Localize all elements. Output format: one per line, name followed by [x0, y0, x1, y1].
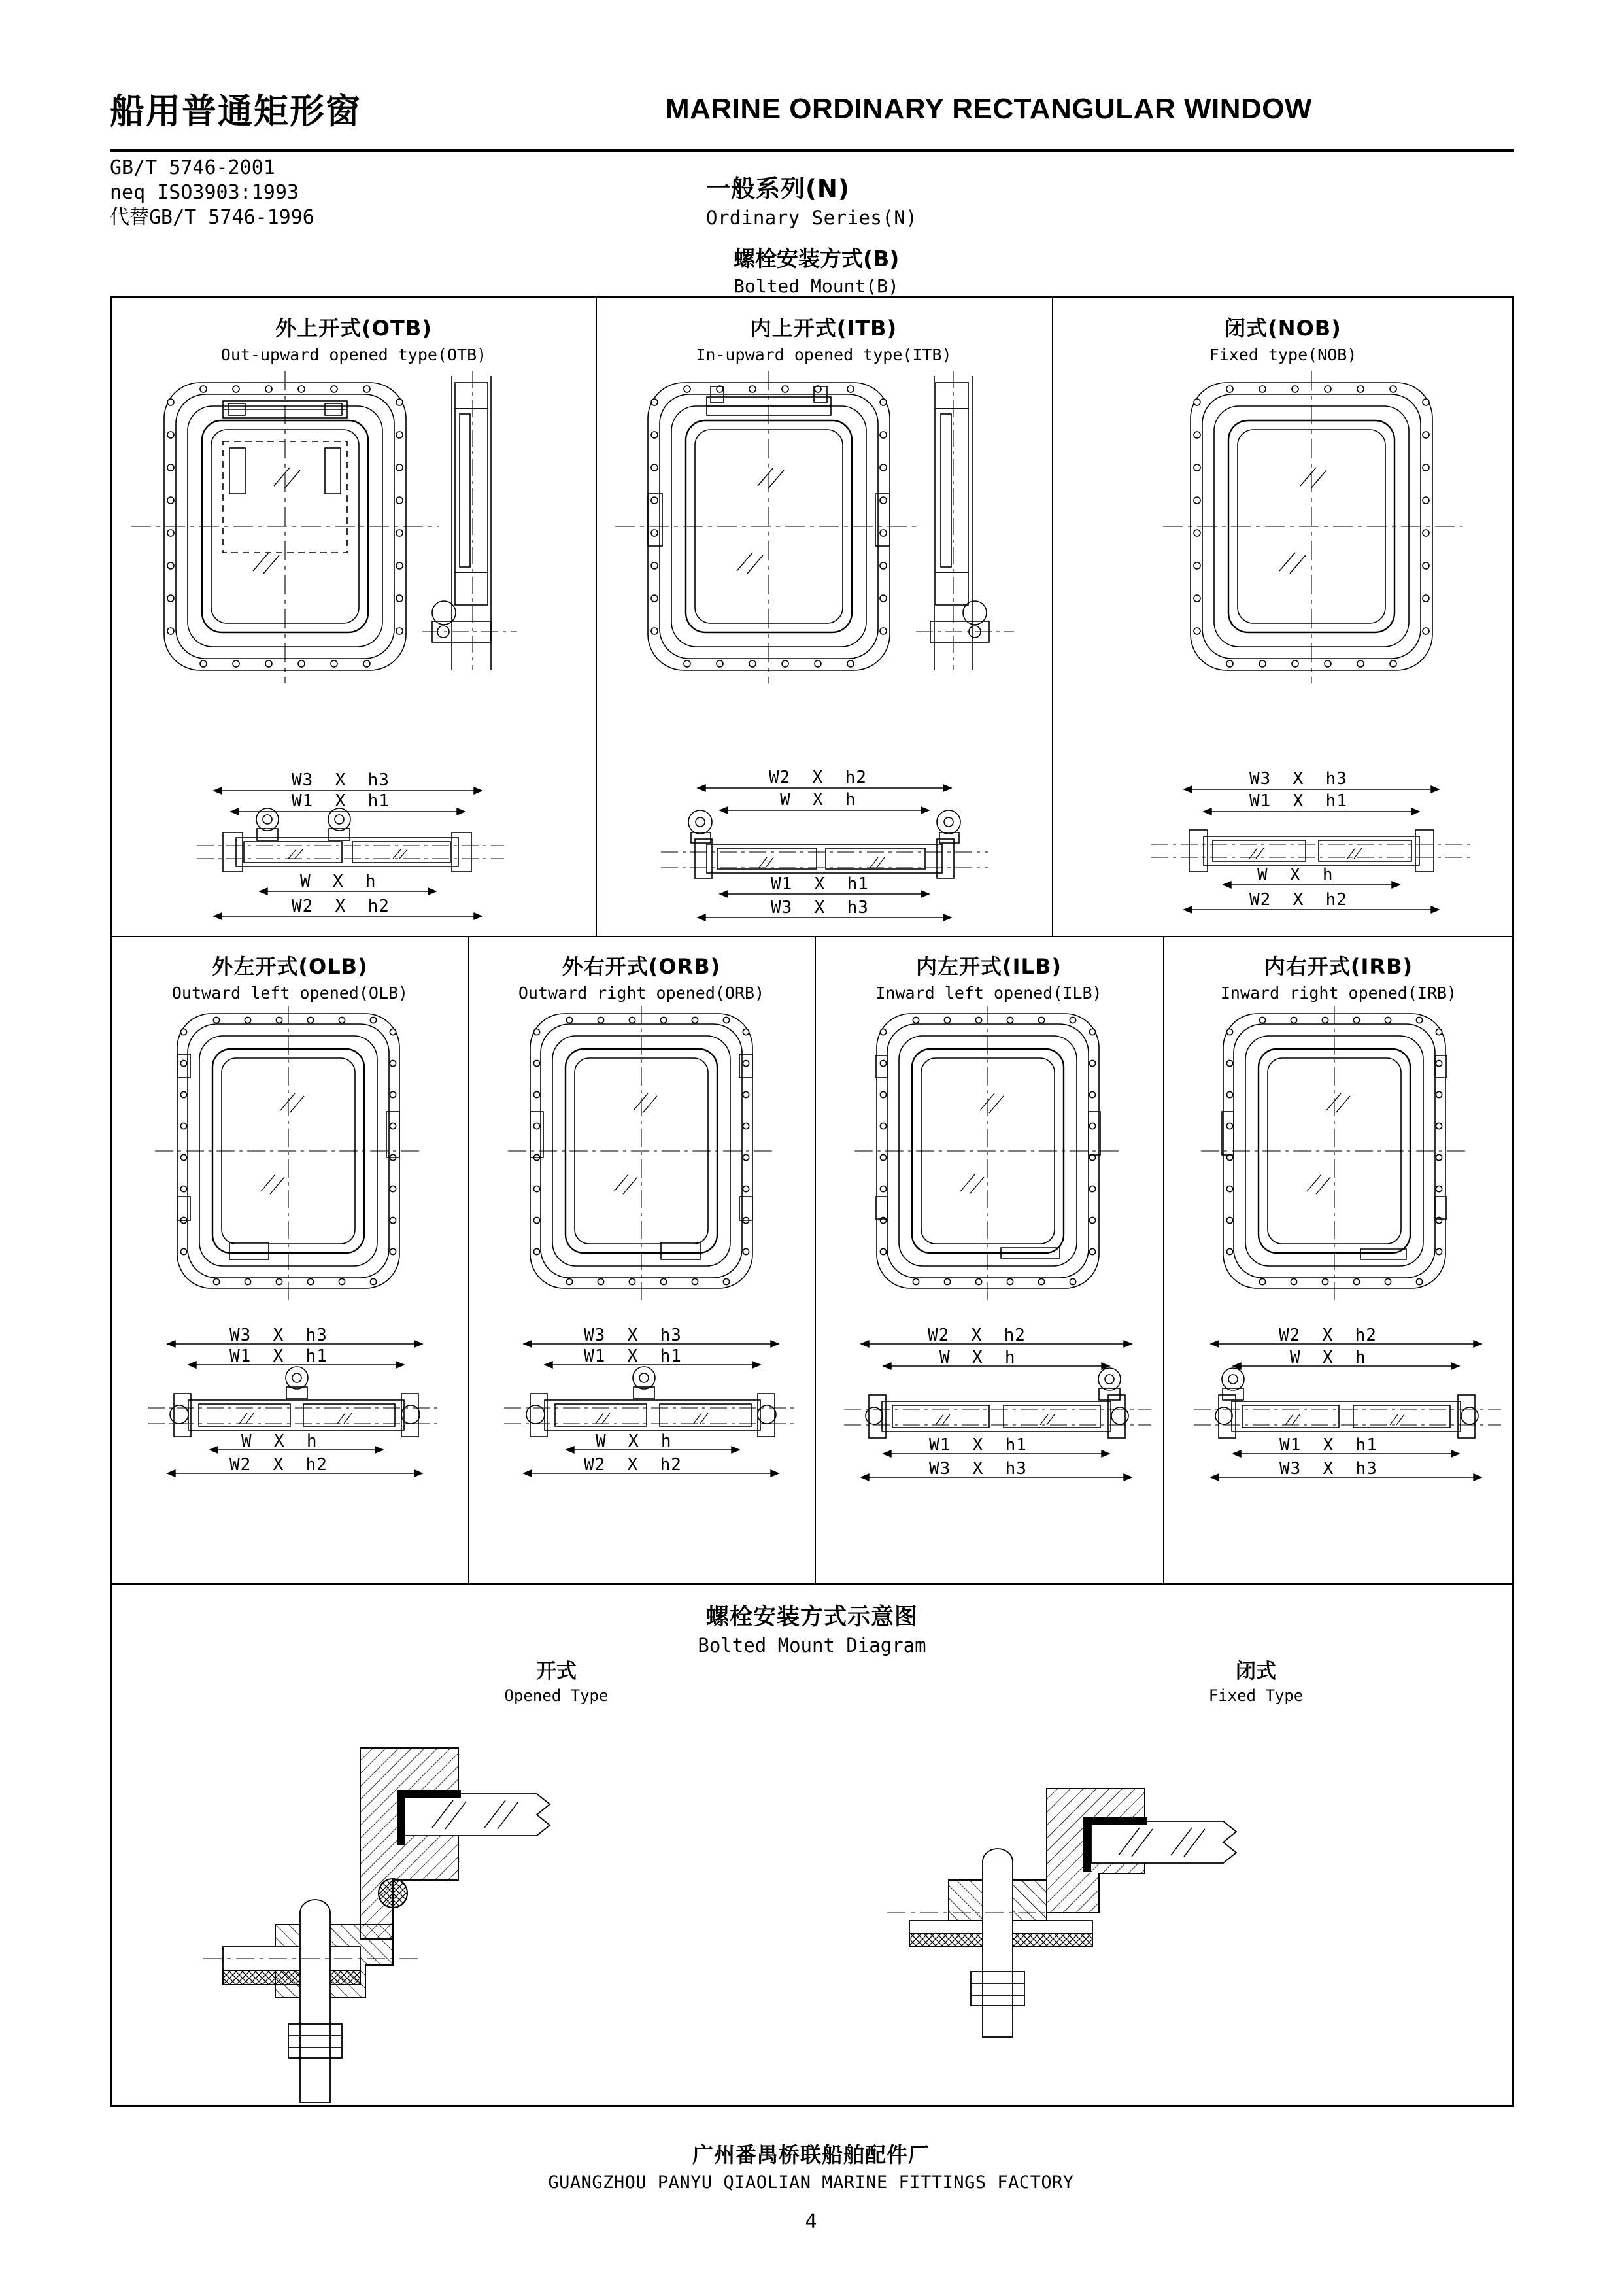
cell-title-itb-en: In-upward opened type(ITB)	[696, 345, 952, 364]
drawing-orb	[504, 1001, 785, 1314]
dim-otb-w2h2: W2 X h2	[292, 897, 390, 916]
drawing-irb	[1197, 1001, 1478, 1314]
cell-title-irb	[1163, 950, 1514, 1002]
cell-title-nob	[1052, 312, 1514, 364]
dim-ilb-wh: W X h	[939, 1348, 1016, 1367]
header-divider	[110, 149, 1514, 152]
bolted-mount-title	[112, 1599, 1512, 1656]
fixed-type-label-en: Fixed Type	[1208, 1687, 1304, 1705]
detail-fixed-type	[883, 1717, 1419, 2122]
mount-label-en: Bolted Mount(B)	[734, 275, 899, 297]
dim-irb-w2h2: W2 X h2	[1279, 1326, 1377, 1345]
fixed-type-label-cn: 闭式	[1236, 1660, 1276, 1683]
dim-nob-w3h3: W3 X h3	[1249, 769, 1347, 789]
series-label	[706, 169, 917, 229]
standard-line-1: GB/T 5746-2001	[110, 156, 275, 179]
dim-olb-w2h2: W2 X h2	[229, 1455, 328, 1475]
page-title-en: MARINE ORDINARY RECTANGULAR WINDOW	[666, 93, 1313, 125]
cell-title-ilb	[815, 950, 1163, 1002]
dim-itb-w3h3: W3 X h3	[771, 898, 869, 917]
opened-type-label	[478, 1654, 635, 1705]
company-name-en: GUANGZHOU PANYU QIAOLIAN MARINE FITTINGS FACTORY	[548, 2172, 1074, 2193]
dim-nob-w1h1: W1 X h1	[1249, 791, 1347, 811]
dim-olb-w3h3: W3 X h3	[229, 1326, 328, 1345]
standard-line-3: 代替GB/T 5746-1996	[110, 206, 314, 229]
cell-title-olb-cn: 外左开式(OLB)	[212, 954, 368, 979]
page-header	[110, 84, 1515, 156]
dim-ilb-w3h3: W3 X h3	[929, 1459, 1027, 1479]
row-divider-1	[112, 936, 1512, 937]
cell-title-orb-cn: 外右开式(ORB)	[562, 954, 721, 979]
col-divider-r2c	[1163, 936, 1164, 1583]
footer	[0, 2138, 1622, 2193]
dim-irb-w1h1: W1 X h1	[1279, 1435, 1377, 1455]
drawing-olb	[151, 1001, 432, 1314]
cell-title-orb	[468, 950, 815, 1002]
standard-line-2: neq ISO3903:1993	[110, 181, 299, 204]
cell-title-irb-cn: 内右开式(IRB)	[1264, 954, 1413, 979]
dim-itb-w2h2: W2 X h2	[769, 768, 867, 787]
mount-label-cn: 螺栓安装方式(B)	[734, 246, 900, 271]
cell-title-nob-cn: 闭式(NOB)	[1225, 316, 1342, 341]
col-divider-r2b	[815, 936, 816, 1583]
dim-nob-wh: W X h	[1257, 865, 1334, 885]
col-divider-r1b	[1052, 298, 1053, 936]
dim-orb-w3h3: W3 X h3	[584, 1326, 682, 1345]
detail-opened-type	[197, 1717, 733, 2122]
cell-title-nob-en: Fixed type(NOB)	[1209, 345, 1357, 364]
cell-title-otb-cn: 外上开式(OTB)	[275, 316, 432, 341]
cell-title-itb	[596, 312, 1052, 364]
col-divider-r2a	[468, 936, 469, 1583]
bolted-mount-title-cn: 螺栓安装方式示意图	[705, 1604, 918, 1630]
cell-title-itb-cn: 内上开式(ITB)	[750, 316, 898, 341]
cell-title-otb-en: Out-upward opened type(OTB)	[220, 345, 487, 364]
col-divider-r1a	[596, 298, 597, 936]
drawing-frame	[110, 296, 1514, 2107]
opened-type-label-en: Opened Type	[504, 1687, 609, 1705]
standard-block	[110, 156, 314, 230]
cell-title-ilb-en: Inward left opened(ILB)	[875, 984, 1102, 1002]
dim-itb-w1h1: W1 X h1	[771, 874, 869, 894]
dim-otb-wh: W X h	[300, 872, 377, 891]
mount-label	[734, 242, 899, 297]
dim-itb-wh: W X h	[780, 790, 856, 810]
cell-title-otb	[112, 312, 596, 364]
cell-title-olb	[112, 950, 468, 1002]
dim-olb-w1h1: W1 X h1	[229, 1346, 328, 1366]
cell-title-ilb-cn: 内左开式(ILB)	[916, 954, 1062, 979]
cell-title-irb-en: Inward right opened(IRB)	[1220, 984, 1457, 1002]
dim-ilb-w2h2: W2 X h2	[928, 1326, 1026, 1345]
cell-title-orb-en: Outward right opened(ORB)	[518, 984, 765, 1002]
dim-orb-w1h1: W1 X h1	[584, 1346, 682, 1366]
dim-otb-w1h1: W1 X h1	[292, 791, 390, 811]
page-number: 4	[805, 2210, 817, 2233]
drawing-nob	[1158, 363, 1472, 729]
cell-title-olb-en: Outward left opened(OLB)	[171, 984, 409, 1002]
dim-irb-w3h3: W3 X h3	[1279, 1459, 1377, 1479]
company-name-cn: 广州番禺桥联船舶配件厂	[692, 2142, 930, 2167]
row-divider-2	[112, 1583, 1512, 1585]
dim-irb-wh: W X h	[1290, 1348, 1366, 1367]
dim-orb-wh: W X h	[596, 1431, 672, 1451]
dim-otb-w3h3: W3 X h3	[292, 770, 390, 790]
page-title-cn: 船用普通矩形窗	[110, 92, 362, 131]
dim-nob-w2h2: W2 X h2	[1249, 890, 1347, 910]
bolted-mount-title-en: Bolted Mount Diagram	[698, 1634, 926, 1656]
dim-ilb-w1h1: W1 X h1	[929, 1435, 1027, 1455]
dim-orb-w2h2: W2 X h2	[584, 1455, 682, 1475]
series-label-cn: 一般系列(N)	[706, 175, 850, 203]
drawing-ilb	[851, 1001, 1132, 1314]
opened-type-label-cn: 开式	[536, 1660, 577, 1683]
dim-olb-wh: W X h	[241, 1431, 318, 1451]
fixed-type-label	[1177, 1654, 1334, 1705]
series-label-en: Ordinary Series(N)	[706, 207, 918, 229]
